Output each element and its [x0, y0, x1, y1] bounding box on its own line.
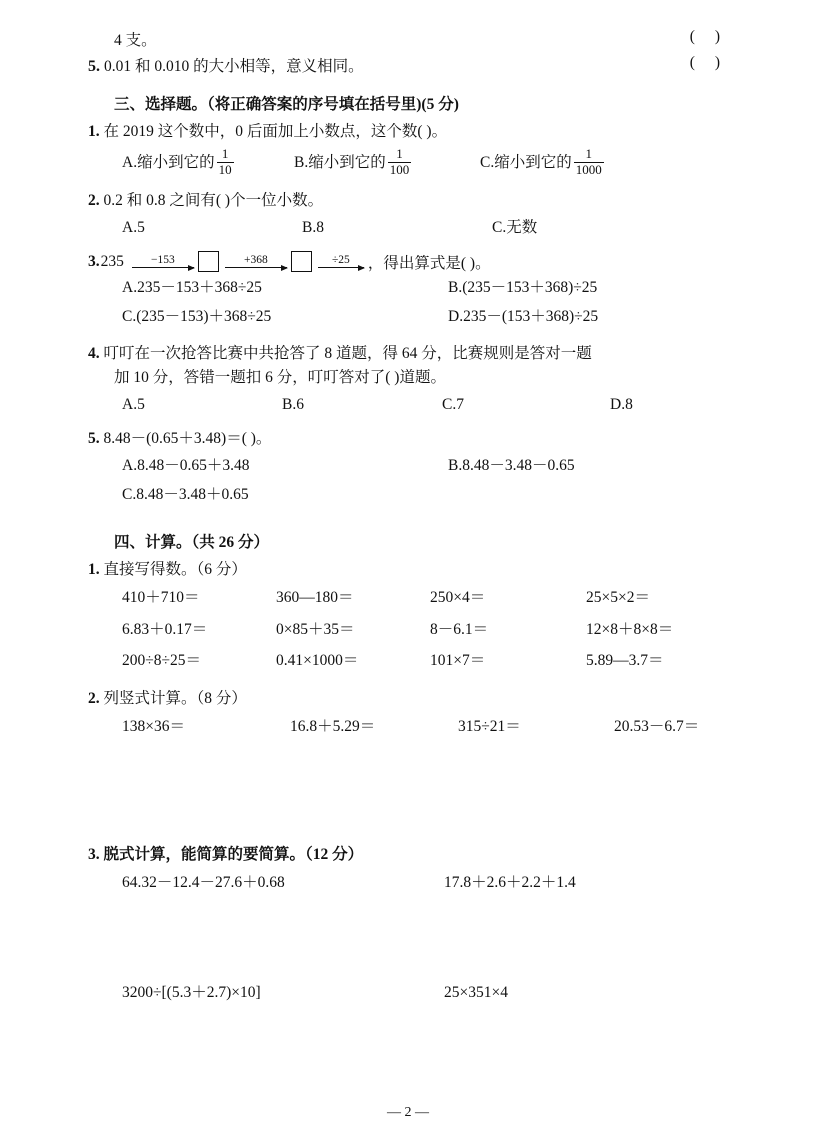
q3-choices-row-1	[122, 273, 738, 302]
q3-number: 3.	[88, 252, 100, 270]
q1-choice-c-label: C.缩小到它的	[480, 154, 572, 172]
fraction-one-tenth: $\frac{1}{10}$	[218, 146, 232, 178]
mental-math-item[interactable]: 250×4＝	[430, 588, 486, 606]
s4-q2-number: 2.	[88, 690, 100, 708]
q5-choices-row-1	[122, 451, 738, 480]
section-3-question-2	[88, 189, 738, 213]
carryover-item-2	[88, 54, 738, 80]
q4-stem-line-1: 叮叮在一次抢答比赛中共抢答了 8 道题，得 64 分，比赛规则是答对一题	[103, 344, 592, 362]
mental-math-item[interactable]: 12×8＋8×8＝	[586, 620, 674, 638]
section-3-question-1	[88, 120, 738, 144]
expression-calc-item[interactable]: 17.8＋2.6＋2.2＋1.4	[444, 874, 576, 891]
q3-choice-c[interactable]: C.(235－153)＋368÷25	[122, 308, 272, 326]
fraction-one-hundredth: $\frac{1}{100}$	[389, 146, 410, 178]
work-space-area-1	[88, 743, 738, 839]
section-3-title: 三、选择题。（将正确答案的序号填在括号里)(5 分)	[114, 96, 459, 113]
page-number: — 2 —	[387, 1105, 429, 1120]
mental-math-item[interactable]: 25×5×2＝	[586, 588, 650, 606]
s4-q2-title: 列竖式计算。（8 分）	[103, 690, 247, 708]
section-4-title: 四、计算。（共 26 分）	[114, 533, 270, 551]
mental-math-item[interactable]: 200÷8÷25＝	[122, 652, 202, 670]
q1-choice-b-label: B.缩小到它的	[294, 154, 386, 172]
q5-choice-a[interactable]: A.8.48－0.65＋3.48	[122, 457, 250, 475]
s4-q1-title: 直接写得数。（6 分）	[103, 560, 247, 578]
q5-choice-b[interactable]: B.8.48－3.48－0.65	[448, 457, 575, 475]
mental-math-item[interactable]: 360—180＝	[276, 588, 354, 606]
q5-choice-c[interactable]: C.8.48－3.48＋0.65	[122, 486, 249, 504]
arrow-1-line	[132, 267, 194, 268]
mental-math-row-3	[122, 645, 738, 677]
q2-number: 2.	[88, 192, 100, 210]
expression-calc-item[interactable]: 25×351×4	[444, 983, 508, 1001]
q1-choice-c[interactable]	[480, 144, 606, 181]
q1-choice-a-label: A.缩小到它的	[122, 154, 215, 172]
q4-choice-d[interactable]: D.8	[610, 395, 633, 413]
section-4-question-3	[88, 843, 738, 867]
q3-choice-d[interactable]: D.235－(153＋368)÷25	[448, 308, 599, 326]
arrow-minus-153	[132, 255, 194, 269]
page-content	[88, 28, 738, 1009]
carryover-item-2-answer-paren[interactable]: ( )	[689, 54, 728, 71]
column-calc-item[interactable]: 20.53－6.7＝	[614, 718, 700, 736]
column-calc-item[interactable]: 315÷21＝	[458, 718, 521, 736]
q5-number: 5.	[88, 430, 100, 447]
mental-math-row-1	[122, 582, 738, 614]
q3-stem-tail: ，得出算式是( )。	[367, 254, 491, 272]
column-calc-item[interactable]: 138×36＝	[122, 718, 185, 736]
section-4-question-1	[88, 558, 738, 582]
arrow-2-label: +368	[244, 253, 268, 266]
fraction-one-thousandth: $\frac{1}{1000}$	[575, 146, 602, 178]
carryover-item-2-text: 0.01 和 0.010 的大小相等，意义相同。	[104, 58, 364, 75]
answer-box-2[interactable]	[291, 251, 312, 272]
q4-choice-c[interactable]: C.7	[442, 395, 464, 413]
work-space-area-2	[88, 899, 738, 977]
q3-choice-b[interactable]: B.(235－153＋368)÷25	[448, 278, 598, 296]
q1-choice-b[interactable]	[294, 144, 480, 181]
arrow-1-label: −153	[151, 253, 175, 266]
mental-math-item[interactable]: 8－6.1＝	[430, 620, 489, 638]
q5-stem: 8.48－(0.65＋3.48)＝( )。	[103, 430, 272, 447]
q4-choice-b[interactable]: B.6	[282, 395, 304, 413]
q2-choice-a[interactable]: A.5	[122, 219, 145, 237]
s4-q1-number: 1.	[88, 560, 100, 578]
column-calc-row	[122, 711, 738, 743]
section-3-question-5	[88, 427, 738, 451]
expression-calc-row-1	[122, 867, 738, 899]
q1-choice-a[interactable]	[122, 144, 294, 181]
section-3-question-3	[88, 251, 738, 273]
carryover-item-1	[88, 28, 738, 54]
mental-math-item[interactable]: 410＋710＝	[122, 588, 200, 606]
q4-choices	[122, 390, 738, 419]
q2-stem: 0.2 和 0.8 之间有( )个一位小数。	[103, 192, 324, 210]
carryover-item-1-answer-paren[interactable]: ( )	[689, 28, 728, 45]
mental-math-item[interactable]: 0×85＋35＝	[276, 620, 355, 638]
arrow-3-label: ÷25	[331, 253, 350, 266]
mental-math-item[interactable]: 0.41×1000＝	[276, 652, 359, 670]
section-3-question-4	[88, 342, 738, 366]
column-calc-item[interactable]: 16.8＋5.29＝	[290, 718, 376, 736]
expression-calc-item[interactable]: 64.32－12.4－27.6＋0.68	[122, 874, 285, 891]
carryover-item-1-text: 4 支。	[114, 32, 157, 49]
q2-choices	[122, 213, 738, 242]
q2-choice-b[interactable]: B.8	[302, 219, 324, 237]
q1-choices	[122, 144, 738, 181]
q2-choice-c[interactable]: C.无数	[492, 219, 538, 237]
q4-stem-line-2: 加 10 分，答错一题扣 6 分，叮叮答对了( )道题。	[114, 368, 446, 386]
q4-number: 4.	[88, 344, 100, 362]
s4-q3-number: 3.	[88, 845, 100, 863]
section-4-question-2	[88, 687, 738, 711]
expression-calc-row-2	[122, 977, 738, 1009]
s4-q3-title: 脱式计算，能简算的要简算。（12 分）	[103, 845, 364, 863]
q3-choice-a[interactable]: A.235－153＋368÷25	[122, 278, 262, 296]
q5-choices-row-2	[122, 480, 738, 509]
arrow-3-line	[318, 267, 364, 268]
answer-box-1[interactable]	[198, 251, 219, 272]
carryover-item-2-number: 5.	[88, 58, 100, 75]
arrow-2-line	[225, 267, 287, 268]
q3-choices-row-2	[122, 302, 738, 331]
q3-start-value: 235	[100, 252, 124, 270]
mental-math-row-2	[122, 614, 738, 646]
q1-number: 1.	[88, 123, 100, 140]
expression-calc-item[interactable]: 3200÷[(5.3＋2.7)×10]	[122, 983, 261, 1001]
mental-math-item[interactable]: 6.83＋0.17＝	[122, 620, 208, 638]
mental-math-item[interactable]: 101×7＝	[430, 652, 486, 670]
q1-stem: 在 2019 这个数中，0 后面加上小数点，这个数( )。	[103, 123, 448, 140]
mental-math-item[interactable]: 5.89—3.7＝	[586, 652, 664, 670]
arrow-divide-25	[318, 255, 364, 269]
q4-choice-a[interactable]: A.5	[122, 395, 145, 413]
arrow-plus-368	[225, 255, 287, 269]
